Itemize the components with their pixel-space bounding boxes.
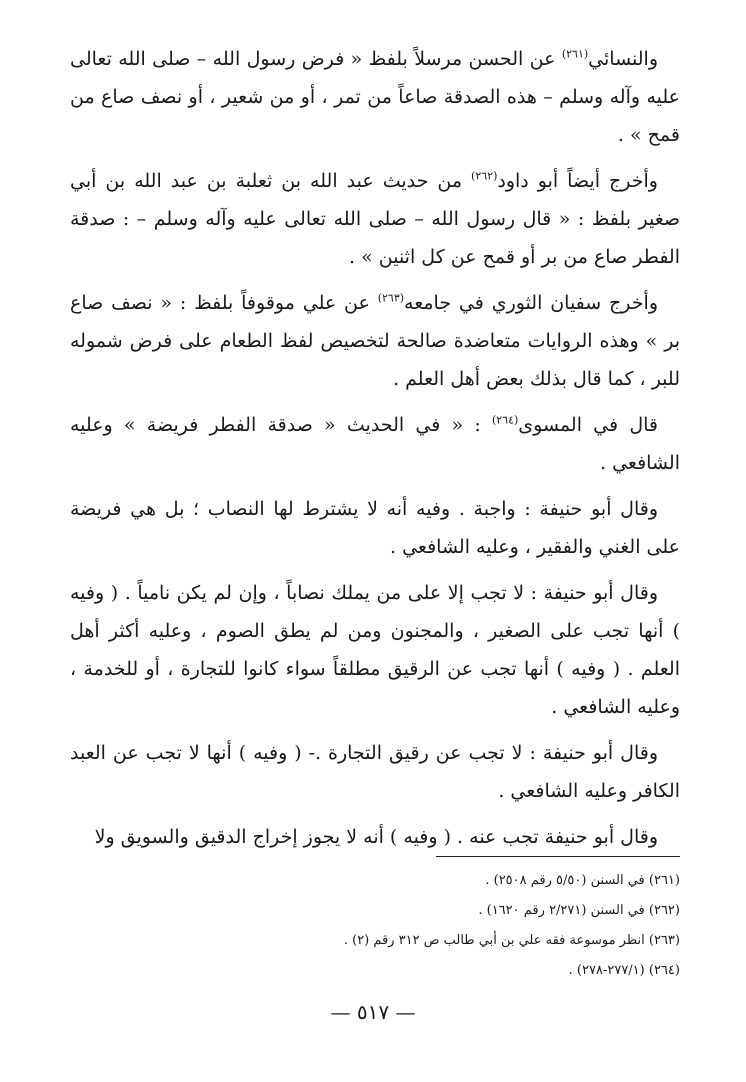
footnote-ref[interactable]: (٢٦٢) [471, 169, 498, 183]
footnote-ref[interactable]: (٢٦٤) [491, 413, 519, 427]
paragraph-6 [70, 574, 680, 726]
footnote-number: (٢٦١) [648, 873, 680, 888]
paragraph-1 [70, 40, 680, 154]
footnote-ref[interactable]: (٢٦٣) [377, 291, 405, 305]
footnote-divider [436, 856, 680, 857]
footnote-261 [70, 866, 680, 896]
paragraph-text: قال في المسوى [518, 414, 658, 436]
paragraph-text: وأخرج أيضاً أبو داود [497, 170, 658, 192]
paragraph-text: عن علي موقوفاً بلفظ : « نصف صاع بر » وهذه الروايات متعاضدة صالحة لتخصيص لفظ الطعام على فرض شموله للبر ، كما قال بذلك بعض أهل العلم . [70, 292, 680, 390]
paragraph-text: عن الحسن مرسلاً بلفظ « فرض رسول الله – صلى الله تعالى عليه وآله وسلم – هذه الصدقة صاعاً من تمر ، أو من شعير ، أو نصف صاع من قمح » . [70, 48, 680, 146]
paragraph-text: والنسائي [588, 48, 658, 70]
paragraph-7 [70, 734, 680, 810]
footnote-ref[interactable]: (٢٦١) [561, 47, 589, 61]
paragraph-5 [70, 490, 680, 566]
footnote-text: انظر موسوعة فقه علي بن أبي طالب ص ٣١٢ رقم (٢) . [343, 933, 645, 948]
footnotes [70, 866, 680, 986]
paragraph-text: : « في الحديث « صدقة الفطر فريضة » وعليه الشافعي . [70, 414, 680, 474]
paragraph-text: وأخرج سفيان الثوري في جامعه [404, 292, 658, 314]
footnote-number: (٢٦٣) [648, 933, 680, 948]
paragraph-text: وقال أبو حنيفة : واجبة . وفيه أنه لا يشترط لها النصاب ؛ بل هي فريضة على الغني والفقير ، وعليه الشافعي . [70, 498, 680, 558]
footnote-text: (٢٧٧/١-٢٧٨) . [568, 963, 645, 978]
paragraph-8 [70, 818, 680, 856]
page-number: — ٥١٧ — [330, 1000, 416, 1024]
footnote-264 [70, 956, 680, 986]
footnote-number: (٢٦٢) [648, 903, 680, 918]
paragraph-text: من حديث عبد الله بن ثعلبة بن عبد الله بن أبي صغير بلفظ : « قال رسول الله – صلى الله تعالى عليه وآله وسلم – : صدقة الفطر صاع من بر أو قمح عن كل اثنين » . [70, 170, 680, 268]
paragraph-text: وقال أبو حنيفة تجب عنه . ( وفيه ) أنه لا يجوز إخراج الدقيق والسويق ولا [94, 826, 658, 848]
footnote-263 [70, 926, 680, 956]
footnote-text: في السنن (٥/٥٠ رقم ٢٥٠٨) . [485, 873, 645, 888]
main-text [70, 40, 680, 864]
paragraph-4 [70, 406, 680, 482]
paragraph-2 [70, 162, 680, 276]
footnote-number: (٢٦٤) [648, 963, 680, 978]
paragraph-text: وقال أبو حنيفة : لا تجب إلا على من يملك نصاباً ، وإن لم يكن نامياً . ( وفيه ) أنها تجب على الصغير ، والمجنون ومن لم يطق الصوم ، وعليه أكثر أهل العلم . ( وفيه ) أنها تجب عن الرقيق مطلقاً سواء كانوا للتجارة ، أو للخدمة ، وعليه الشافعي . [70, 582, 680, 718]
footnote-262 [70, 896, 680, 926]
paragraph-text: وقال أبو حنيفة : لا تجب عن رقيق التجارة .- ( وفيه ) أنها لا تجب عن العبد الكافر وعليه الشافعي . [70, 742, 680, 802]
paragraph-3 [70, 284, 680, 398]
footnote-text: في السنن (٢/٢٧١ رقم ١٦٢٠) . [478, 903, 645, 918]
